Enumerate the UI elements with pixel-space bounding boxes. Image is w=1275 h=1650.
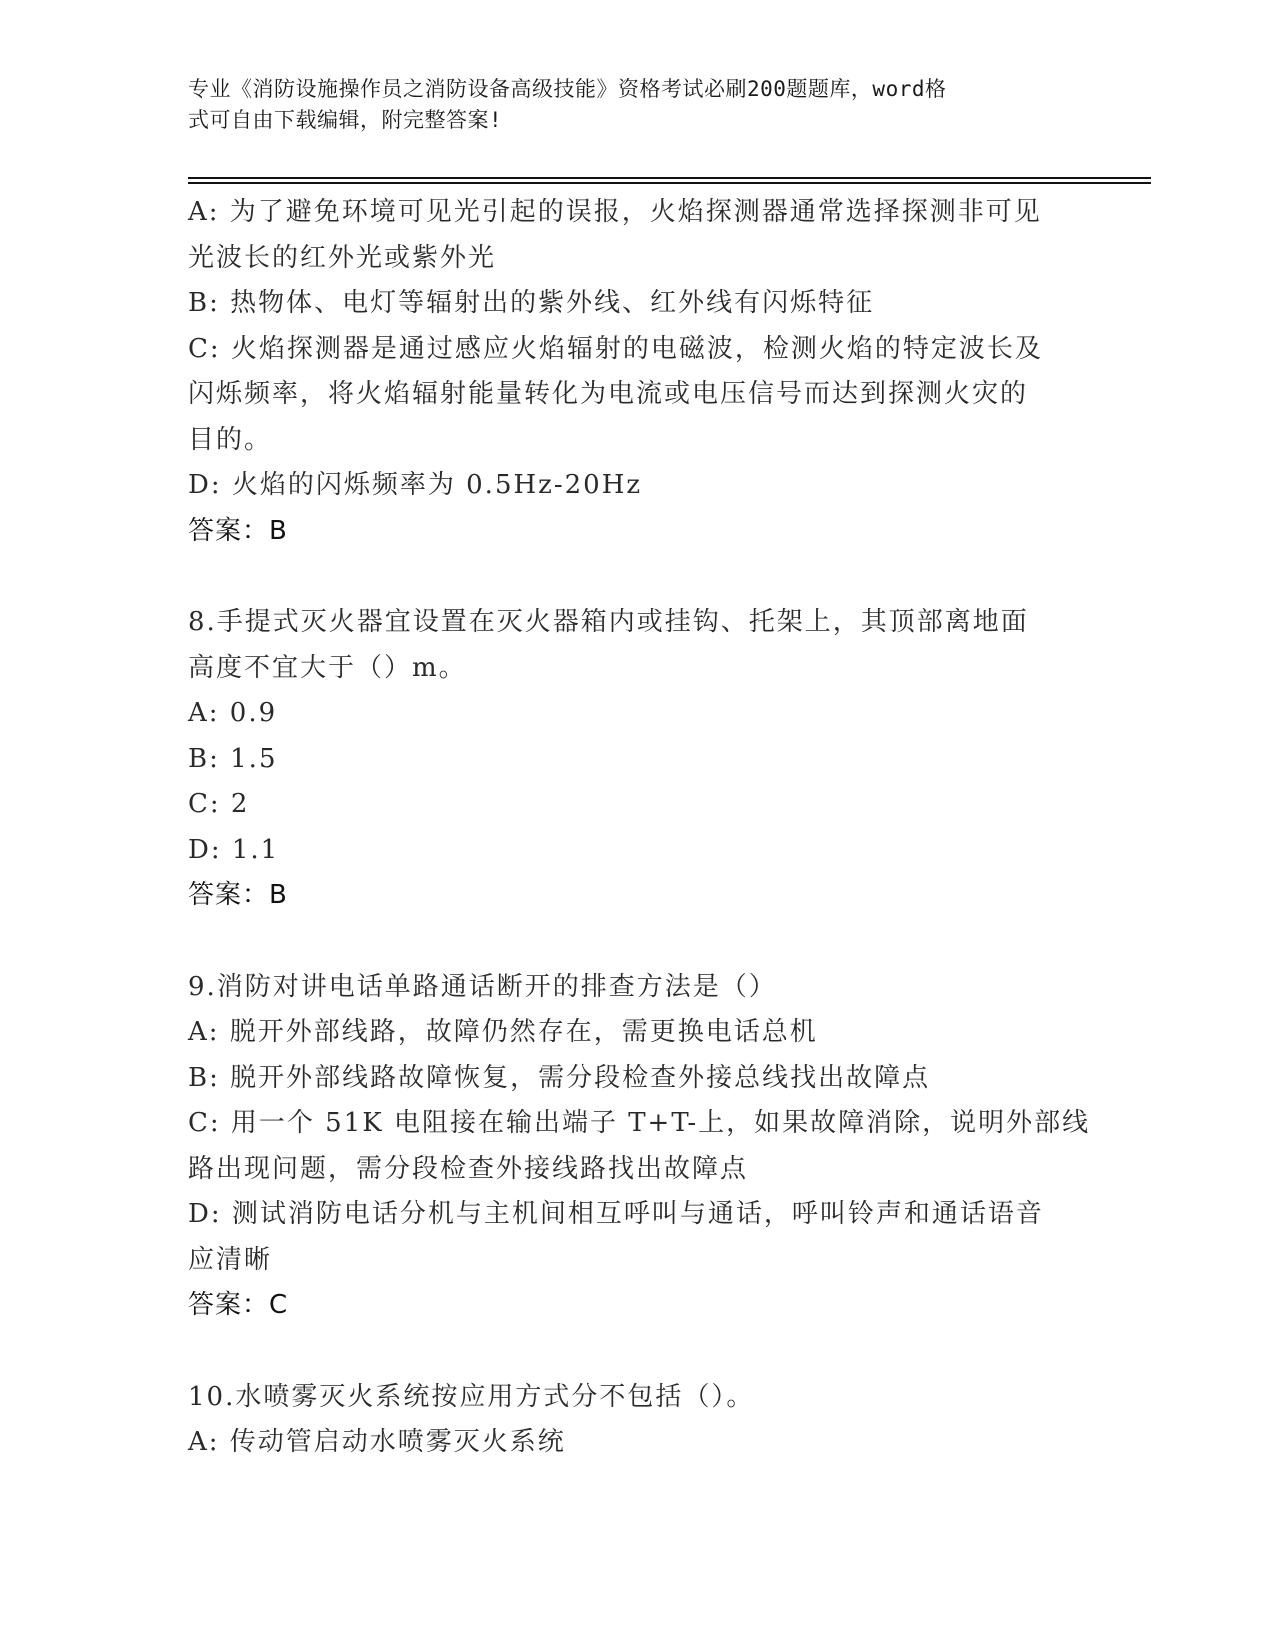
option-c-continued: 闪烁频率，将火焰辐射能量转化为电流或电压信号而达到探测火灾的 <box>188 379 1029 409</box>
question-spacer <box>188 554 1088 600</box>
question-spacer <box>188 919 1088 965</box>
option-c-continued: 目的。 <box>188 424 273 455</box>
question-list <box>188 190 1091 1466</box>
option-a-continued: 光波长的红外光或紫外光 <box>188 242 497 273</box>
answer-line: 答案：C <box>188 1290 289 1320</box>
option-a: A: 为了避免环境可见光引起的误报，火焰探测器通常选择探测非可见 <box>188 197 1042 227</box>
option-a: A: 传动管启动水喷雾灭火系统 <box>188 1427 566 1457</box>
option-c: C: 火焰探测器是通过感应火焰辐射的电磁波，检测火焰的特定波长及 <box>188 333 1043 364</box>
option-b: B: 热物体、电灯等辐射出的紫外线、红外线有闪烁特征 <box>188 288 875 318</box>
question-7-continued <box>188 190 1088 554</box>
option-c: C: 2 <box>188 789 250 819</box>
option-b: B: 脱开外部线路故障恢复，需分段检查外接总线找出故障点 <box>188 1062 931 1093</box>
option-a: A: 脱开外部线路，故障仍然存在，需更换电话总机 <box>188 1017 818 1047</box>
header-title-line-1: 专业《消防设施操作员之消防设备高级技能》资格考试必刷200题题库，word格 <box>188 77 947 101</box>
header-divider-top <box>188 177 1151 179</box>
question-spacer <box>188 1329 1088 1375</box>
answer-line: 答案：B <box>188 880 288 910</box>
question-stem: 10.水喷雾灭火系统按应用方式分不包括（）。 <box>188 1381 755 1412</box>
answer-line: 答案：B <box>188 515 288 546</box>
option-c: C: 用一个 51K 电阻接在输出端子 T+T-上，如果故障消除，说明外部线 <box>188 1108 1091 1138</box>
question-9 <box>188 965 1091 1329</box>
option-b: B: 1.5 <box>188 743 278 774</box>
option-d-continued: 应清晰 <box>188 1244 273 1275</box>
header-title-line-2: 式可自由下载编辑，附完整答案! <box>188 108 503 132</box>
option-d: D: 火焰的闪烁频率为 0.5Hz-20Hz <box>188 470 643 500</box>
question-10 <box>188 1375 1088 1466</box>
question-stem: 9.消防对讲电话单路通话断开的排查方法是（） <box>188 971 777 1002</box>
question-stem-continued: 高度不宜大于（）m。 <box>188 652 467 683</box>
option-a: A: 0.9 <box>188 698 278 728</box>
option-d: D: 测试消防电话分机与主机间相互呼叫与通话，呼叫铃声和通话语音 <box>188 1199 1044 1229</box>
question-8 <box>188 600 1088 919</box>
header-divider-bottom <box>188 182 1151 184</box>
option-c-continued: 路出现问题，需分段检查外接线路找出故障点 <box>188 1153 749 1184</box>
option-d: D: 1.1 <box>188 834 280 865</box>
document-header <box>188 74 1068 136</box>
question-stem: 8.手提式灭火器宜设置在灭火器箱内或挂钩、托架上，其顶部离地面 <box>188 607 1029 637</box>
